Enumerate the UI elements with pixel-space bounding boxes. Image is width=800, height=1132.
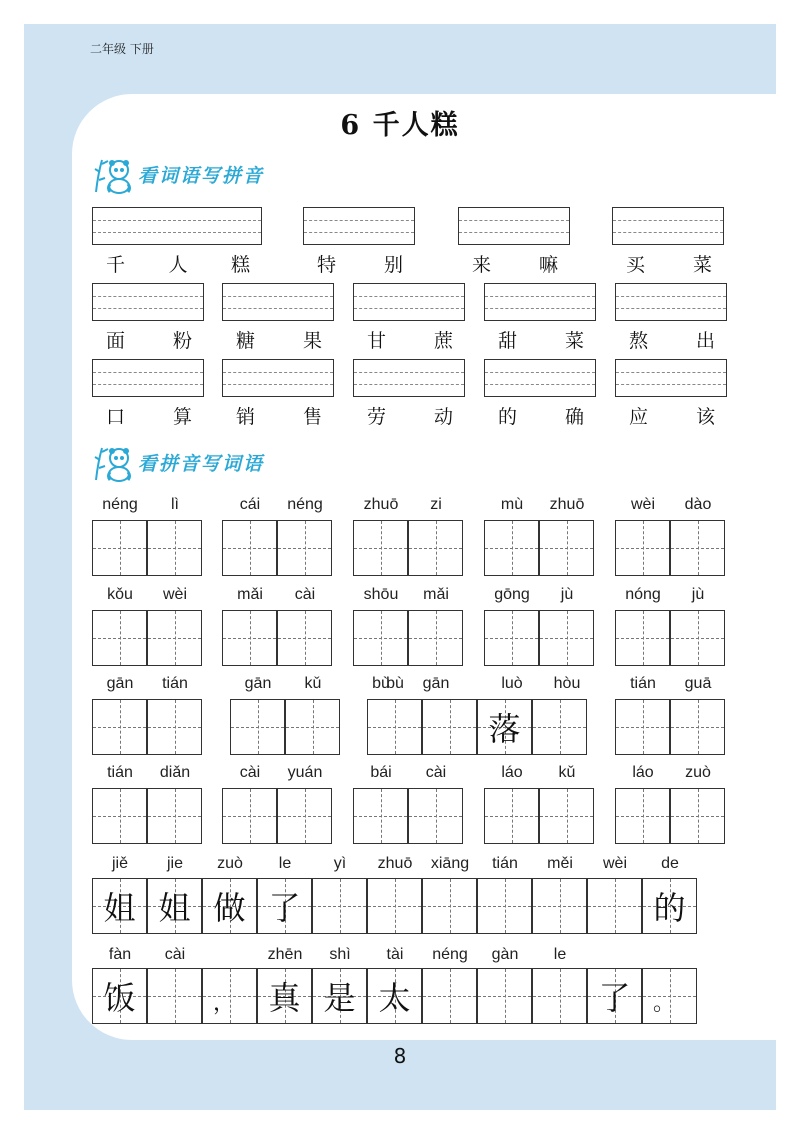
writing-cell [147,788,202,844]
writing-cell [539,610,594,666]
sentence-cell [367,878,422,934]
sentence-cell [477,968,532,1024]
word-char: 应 [629,406,649,428]
pinyin-label: cài [425,764,447,781]
pinyin-label: jiě [111,855,128,872]
given-char: 做 [213,889,246,927]
writing-cell [92,520,147,576]
writing-cell [277,610,332,666]
word-char: 果 [302,330,322,352]
sentence-cell [202,968,257,1024]
word-char: 销 [236,406,256,428]
pinyin-writing-line [303,207,415,245]
writing-cell [92,699,147,755]
pinyin-label: néng [102,496,138,513]
pinyin-label: tián [492,855,518,872]
sentence-cell [532,968,587,1024]
pinyin-label: zhuō [549,496,585,513]
word-char: 确 [564,406,584,428]
pinyin-label: hòu [553,675,581,692]
sentence-cell [587,968,642,1024]
word-char: 别 [383,254,403,276]
pinyin-label: jù [560,586,574,603]
sentence-cell [367,968,422,1024]
sentence-cell [147,968,202,1024]
writing-cell [367,699,422,755]
section-title: 看词语写拼音 [138,164,265,187]
word-prompt [629,402,715,429]
writing-cell [484,520,539,576]
word-char: 来 [472,254,492,276]
sentence-cell [477,878,532,934]
pinyin-label: guā [684,675,712,692]
pinyin-writing-line [353,283,465,321]
panda-bamboo-icon [92,154,136,194]
word-prompt [472,250,558,277]
word-char: 动 [433,406,453,428]
writing-cell [408,520,463,576]
pinyin-label: zhēn [267,946,303,963]
word-prompt [317,250,403,277]
given-char: 了 [268,889,301,927]
pinyin-writing-line [92,207,262,245]
given-char: 饭 [103,979,136,1017]
pinyin-label: gān [244,675,272,692]
word-prompt [236,326,322,353]
pinyin-label: le [278,855,292,872]
word-char: 买 [626,254,646,276]
pinyin-writing-line [92,359,204,397]
word-char: 该 [695,406,715,428]
pinyin-label: de [661,855,679,872]
word-char: 人 [168,254,188,276]
section-heading-write-words [92,442,264,482]
pinyin-label: zuò [217,855,243,872]
pinyin-label: gàn [491,946,519,963]
given-char: 姐 [158,889,191,927]
writing-cell [477,699,532,755]
pinyin-label: shōu [363,586,399,603]
pinyin-label: shì [329,946,351,963]
pinyin-label: tián [630,675,656,692]
section-title: 看拼音写词语 [138,452,265,475]
pinyin-label: wèi [162,586,187,603]
pinyin-label: mù [500,496,524,513]
pinyin-label: nóng [625,586,661,603]
pinyin-label: láo [501,764,523,781]
sentence-cell [642,968,697,1024]
pinyin-label: xiāng [430,855,470,872]
writing-cell [92,610,147,666]
writing-cell [615,699,670,755]
sentence-cell [587,878,642,934]
pinyin-label: cài [164,946,186,963]
word-char: 菜 [564,330,584,352]
pinyin-label: mǎi [423,586,449,603]
word-prompt [629,326,715,353]
word-char: 蔗 [433,330,453,352]
pinyin-label: tài [386,946,404,963]
writing-cell [147,520,202,576]
given-char: 太 [378,979,411,1017]
writing-cell [484,788,539,844]
writing-cell [353,520,408,576]
pinyin-writing-line [484,283,596,321]
word-char: 粉 [172,330,192,352]
writing-cell [230,699,285,755]
word-prompt [367,326,453,353]
pinyin-label: néng [432,946,468,963]
grade-label: 二年级 下册 [90,42,154,56]
word-char: 熬 [629,330,649,352]
given-char: 的 [653,889,686,927]
sentence-cell [312,968,367,1024]
word-prompt [498,402,584,429]
pinyin-label: diǎn [159,764,191,781]
sentence-cell [532,878,587,934]
word-prompt [367,402,453,429]
pinyin-label: yuán [287,764,323,781]
writing-cell [222,520,277,576]
writing-cell [670,520,725,576]
pinyin-label: tián [162,675,188,692]
pinyin-label: měi [547,855,573,872]
pinyin-writing-line [615,283,727,321]
writing-cell [539,520,594,576]
pinyin-label: cài [239,764,261,781]
word-char: 口 [106,406,126,428]
pinyin-label: jie [166,855,183,872]
pinyin-label: zuò [685,764,711,781]
given-char-luo: 落 [488,710,521,748]
pinyin-writing-line [92,283,204,321]
writing-cell [615,610,670,666]
word-char: 甘 [367,330,387,352]
given-char: 真 [268,979,301,1017]
pinyin-writing-line [222,283,334,321]
pinyin-label: bù [372,675,390,692]
word-char: 算 [172,406,192,428]
word-prompt [106,326,192,353]
word-char: 劳 [367,406,387,428]
sentence-cell [92,968,147,1024]
writing-cell [147,699,202,755]
word-char: 甜 [498,330,518,352]
pinyin-label: dào [684,496,712,513]
pinyin-writing-line [615,359,727,397]
word-char: 售 [302,406,322,428]
pinyin-writing-line [353,359,465,397]
section-heading-write-pinyin [92,154,264,194]
pinyin-label: luò [501,675,523,692]
given-char: 了 [598,979,631,1017]
word-char: 菜 [692,254,712,276]
writing-cell [615,520,670,576]
sentence-cell [257,878,312,934]
pinyin-label: bái [370,764,392,781]
pinyin-label: le [553,946,567,963]
pinyin-label: néng [287,496,323,513]
sentence-cell [202,878,257,934]
word-prompt [106,402,192,429]
writing-cell [222,610,277,666]
pinyin-label: wèi [602,855,627,872]
pinyin-label: cài [294,586,316,603]
pinyin-label: mǎi [237,586,263,603]
pinyin-label: láo [632,764,654,781]
pinyin-label: gān [422,675,450,692]
pinyin-label: kǒu [107,586,133,603]
pinyin-label: wèi [630,496,655,513]
pinyin-label: lì [171,496,179,513]
word-prompt [626,250,712,277]
pinyin-label: fàn [108,946,132,963]
writing-cell [532,699,587,755]
word-char: 的 [498,406,518,428]
word-char: 千 [106,254,126,276]
pinyin-writing-line [484,359,596,397]
pinyin-writing-line [222,359,334,397]
word-char: 嘛 [538,254,558,276]
word-char: 出 [695,330,715,352]
word-char: 面 [106,330,126,352]
word-char: 糖 [236,330,256,352]
writing-cell [539,788,594,844]
pinyin-label: gōng [494,586,530,603]
sentence-cell [312,878,367,934]
pinyin-label: kǔ [304,675,322,692]
sentence-cell [147,878,202,934]
writing-cell [408,610,463,666]
punctuation-mark: 。 [653,991,676,1016]
sentence-cell [92,878,147,934]
pinyin-writing-line [458,207,570,245]
writing-cell [422,699,477,755]
pinyin-label: bù [386,675,404,692]
writing-cell [408,788,463,844]
pinyin-label: zhuō [377,855,413,872]
writing-cell [285,699,340,755]
writing-cell [277,788,332,844]
writing-cell [615,788,670,844]
given-char: 姐 [103,889,136,927]
writing-cell [484,610,539,666]
writing-cell [222,788,277,844]
sentence-cell [257,968,312,1024]
pinyin-label: yì [333,855,347,872]
writing-cell [353,610,408,666]
writing-cell [353,788,408,844]
pinyin-label: cái [239,496,261,513]
writing-cell [670,788,725,844]
writing-cell [147,610,202,666]
writing-cell [670,699,725,755]
pinyin-label: kǔ [558,764,576,781]
page-number: 8 [393,1044,407,1068]
sentence-cell [642,878,697,934]
sentence-cell [422,968,477,1024]
word-prompt [498,326,584,353]
pinyin-writing-line [612,207,724,245]
writing-cell [277,520,332,576]
pinyin-label: tián [107,764,133,781]
pinyin-label: zi [430,496,442,513]
given-char: 是 [323,979,356,1017]
punctuation-mark: ， [213,991,236,1016]
sentence-cell [422,878,477,934]
pinyin-label: gān [106,675,134,692]
pinyin-label: jù [691,586,705,603]
word-prompt [106,250,250,277]
word-char: 糕 [230,254,250,276]
lesson-title: 6 千人糕 [340,110,460,141]
writing-cell [670,610,725,666]
word-char: 特 [317,254,337,276]
pinyin-label: zhuō [363,496,399,513]
panda-bamboo-icon [92,442,136,482]
word-prompt [236,402,322,429]
writing-cell [92,788,147,844]
